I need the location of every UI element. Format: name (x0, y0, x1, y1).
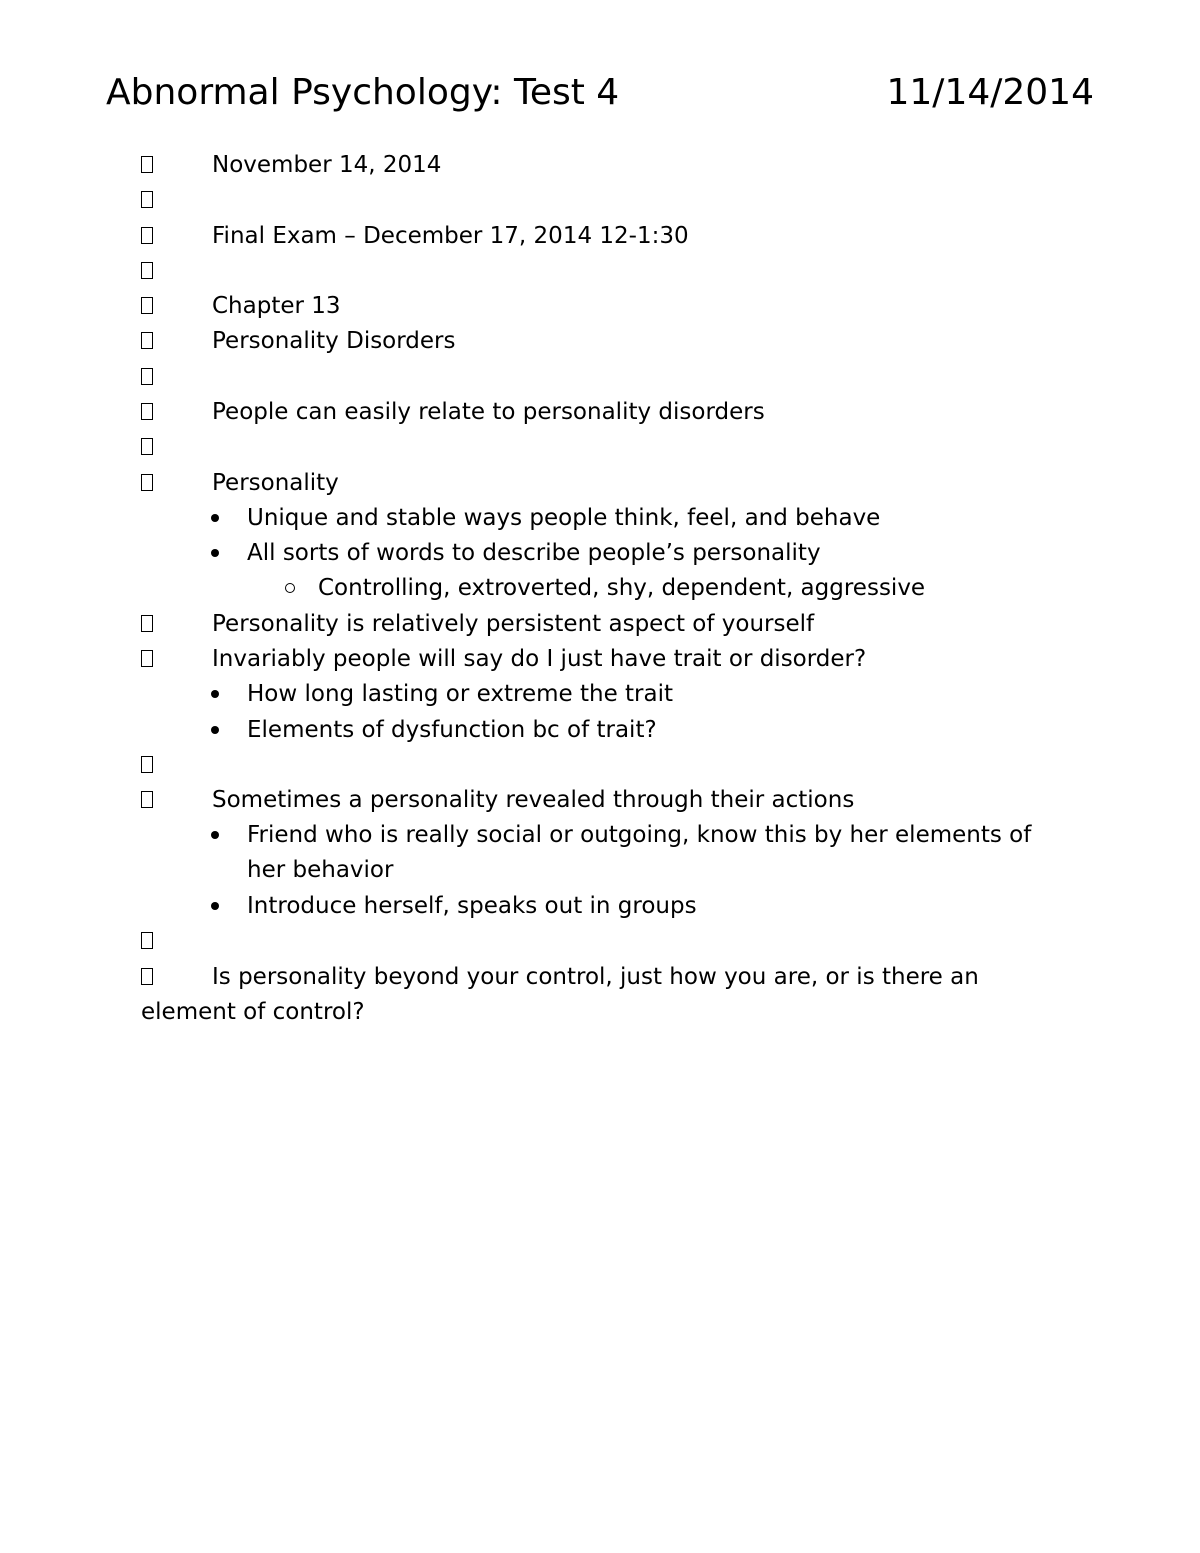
checkbox-marker-icon (141, 474, 153, 491)
bullet-icon (211, 514, 219, 522)
checkbox-marker-icon (141, 227, 153, 244)
checkbox-marker-icon (141, 650, 153, 667)
document-date: 11/14/2014 (886, 72, 1094, 113)
bullet-item: Elements of dysfunction bc of trait? (247, 717, 657, 743)
note-line-personality: Personality (212, 470, 339, 496)
bullet-item: Unique and stable ways people think, feel, and behave (247, 505, 881, 531)
checkbox-marker-icon (141, 156, 153, 173)
note-line-date: November 14, 2014 (212, 152, 442, 178)
bullet-item: Friend who is really social or outgoing, know this by her elements of (247, 822, 1032, 848)
note-line-final-exam: Final Exam – December 17, 2014 12-1:30 (212, 223, 689, 249)
bullet-item-continuation: her behavior (247, 857, 394, 883)
checkbox-marker-icon (141, 968, 153, 985)
note-line-chapter: Chapter 13 (212, 293, 341, 319)
checkbox-marker-icon (141, 262, 153, 279)
checkbox-marker-icon (141, 756, 153, 773)
checkbox-marker-icon (141, 403, 153, 420)
checkbox-marker-icon (141, 615, 153, 632)
bullet-item: Introduce herself, speaks out in groups (247, 893, 697, 919)
note-line-relate: People can easily relate to personality disorders (212, 399, 765, 425)
note-line-invariably: Invariably people will say do I just have trait or disorder? (212, 646, 867, 672)
checkbox-marker-icon (141, 297, 153, 314)
bullet-item: All sorts of words to describe people’s personality (247, 540, 821, 566)
bullet-icon (211, 902, 219, 910)
checkbox-marker-icon (141, 438, 153, 455)
document-title: Abnormal Psychology: Test 4 (106, 72, 620, 113)
note-line-control: Is personality beyond your control, just how you are, or is there an (212, 964, 979, 990)
bullet-icon (211, 690, 219, 698)
checkbox-marker-icon (141, 791, 153, 808)
bullet-icon (211, 549, 219, 557)
note-line-sometimes: Sometimes a personality revealed through their actions (212, 787, 855, 813)
hollow-bullet-icon (285, 583, 295, 593)
note-line-chapter-title: Personality Disorders (212, 328, 456, 354)
bullet-icon (211, 726, 219, 734)
checkbox-marker-icon (141, 932, 153, 949)
sub-bullet-item: Controlling, extroverted, shy, dependent, aggressive (318, 575, 926, 601)
note-line-control-continuation: element of control? (141, 999, 365, 1025)
note-line-persistent: Personality is relatively persistent aspect of yourself (212, 611, 815, 637)
checkbox-marker-icon (141, 191, 153, 208)
checkbox-marker-icon (141, 368, 153, 385)
bullet-item: How long lasting or extreme the trait (247, 681, 674, 707)
bullet-icon (211, 831, 219, 839)
checkbox-marker-icon (141, 332, 153, 349)
